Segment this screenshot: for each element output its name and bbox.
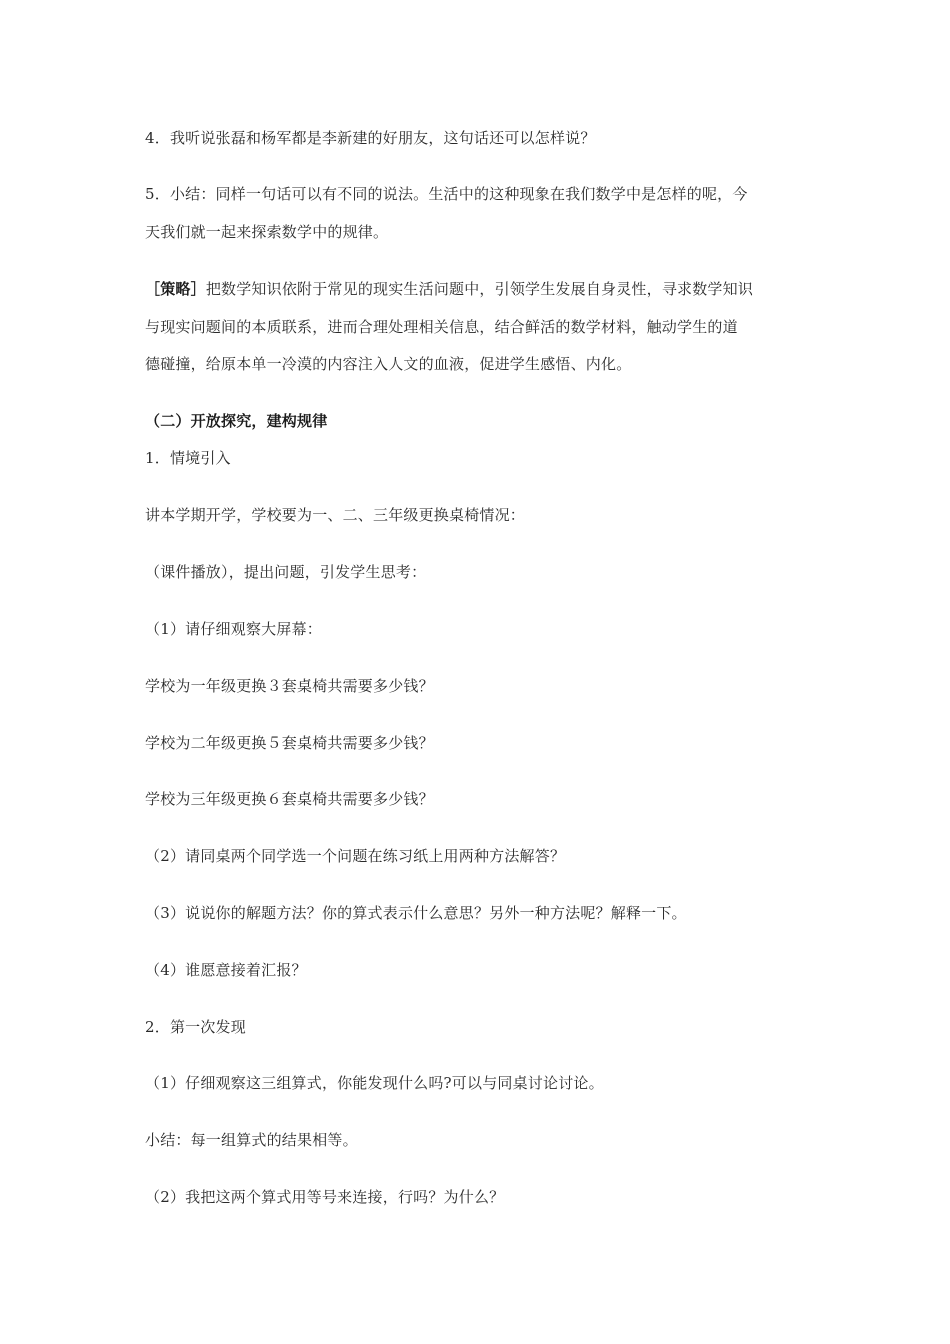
strategy-line-1 (145, 279, 810, 299)
courseware-note: （课件播放），提出问题，引发学生思考： (145, 563, 427, 581)
subsection-1-heading: 1．情境引入 (145, 449, 231, 467)
grade-1-question: 学校为一年级更换３套桌椅共需要多少钱？ (145, 677, 434, 695)
section-2-heading: （二）开放探究，建构规律 (145, 412, 328, 430)
discovery-question-1: （1）仔细观察这三组算式，你能发现什么吗?可以与同桌讨论讨论。 (145, 1074, 604, 1092)
item-5-line-1: 5．小结：同样一句话可以有不同的说法。生活中的这种现象在我们数学中是怎样的呢，今 (145, 185, 748, 203)
item-4-text: 4．我听说张磊和杨军都是李新建的好朋友，这句话还可以怎样说？ (145, 129, 596, 147)
question-2: （2）请同桌两个同学选一个问题在练习纸上用两种方法解答？ (145, 847, 566, 865)
question-1: （1）请仔细观察大屏幕： (145, 620, 322, 638)
summary-text: 小结：每一组算式的结果相等。 (145, 1131, 358, 1149)
strategy-line-2: 与现实问题间的本质联系，进而合理处理相关信息，结合鲜活的数学材料，触动学生的道 (145, 318, 738, 336)
strategy-tag: ［策略］ (145, 280, 206, 298)
grade-2-question: 学校为二年级更换５套桌椅共需要多少钱？ (145, 734, 434, 752)
strategy-line-3: 德碰撞，给原本单一冷漠的内容注入人文的血液，促进学生感悟、内化。 (145, 355, 632, 373)
strategy-line-1-text: 把数学知识依附于常见的现实生活问题中，引领学生发展自身灵性，寻求数学知识 (205, 280, 754, 298)
scenario-intro: 讲本学期开学，学校要为一、二、三年级更换桌椅情况： (145, 506, 526, 524)
question-4: （4）谁愿意接着汇报？ (145, 961, 307, 979)
question-3: （3）说说你的解题方法？你的算式表示什么意思？另外一种方法呢？解释一下。 (145, 904, 687, 922)
item-5-line-2: 天我们就一起来探索数学中的规律。 (145, 223, 389, 241)
discovery-question-2: （2）我把这两个算式用等号来连接，行吗？为什么？ (145, 1188, 505, 1206)
subsection-2-heading: 2．第一次发现 (145, 1018, 246, 1036)
grade-3-question: 学校为三年级更换６套桌椅共需要多少钱？ (145, 790, 434, 808)
